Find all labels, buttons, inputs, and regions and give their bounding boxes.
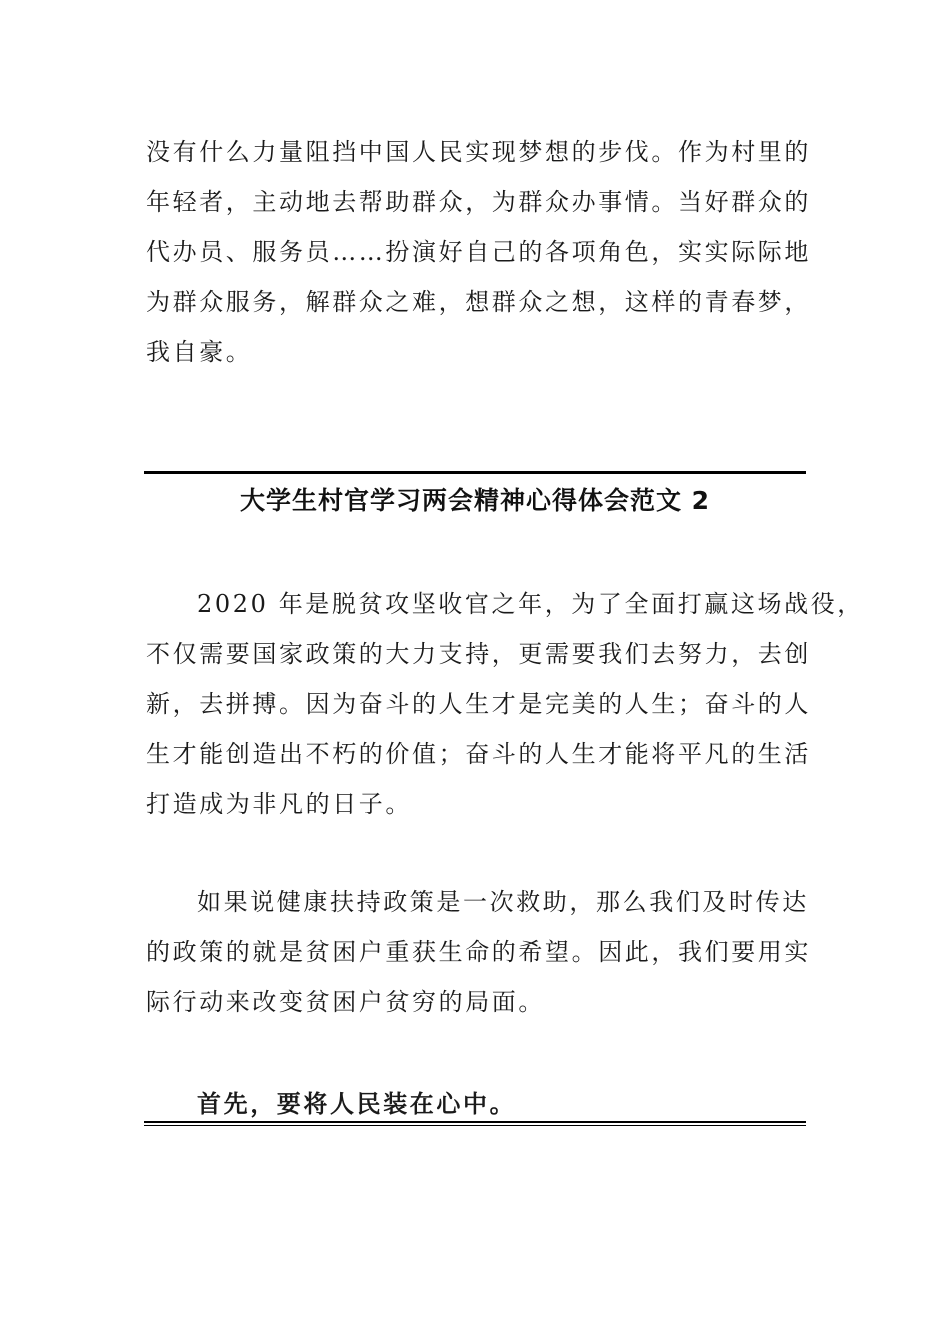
text-line: 的政策的就是贫困户重获生命的希望。因此，我们要用实 xyxy=(146,938,811,966)
section-divider-top xyxy=(144,471,806,474)
bold-statement: 首先，要将人民装在心中。 xyxy=(197,1090,517,1118)
text-line: 代办员、服务员……扮演好自己的各项角色，实实际际地 xyxy=(146,238,811,266)
text-line: 不仅需要国家政策的大力支持，更需要我们去努力，去创 xyxy=(146,640,811,668)
text-line: 生才能创造出不朽的价值；奋斗的人生才能将平凡的生活 xyxy=(146,740,811,768)
text-line: 打造成为非凡的日子。 xyxy=(146,790,412,818)
section-divider-bottom xyxy=(144,1121,806,1123)
text-line: 没有什么力量阻挡中国人民实现梦想的步伐。作为村里的 xyxy=(146,138,811,166)
text-line: 2020 年是脱贫攻坚收官之年，为了全面打赢这场战役， xyxy=(197,590,864,618)
text-line: 际行动来改变贫困户贫穷的局面。 xyxy=(146,988,545,1016)
text-line: 我自豪。 xyxy=(146,338,253,366)
text-line: 如果说健康扶持政策是一次救助，那么我们及时传达 xyxy=(197,888,809,916)
section-title: 大学生村官学习两会精神心得体会范文 2 xyxy=(239,486,711,515)
section-divider-bottom-thin xyxy=(144,1125,806,1126)
text-line: 年轻者，主动地去帮助群众，为群众办事情。当好群众的 xyxy=(146,188,811,216)
text-line: 新，去拼搏。因为奋斗的人生才是完美的人生；奋斗的人 xyxy=(146,690,811,718)
text-line: 为群众服务，解群众之难，想群众之想，这样的青春梦， xyxy=(146,288,811,316)
